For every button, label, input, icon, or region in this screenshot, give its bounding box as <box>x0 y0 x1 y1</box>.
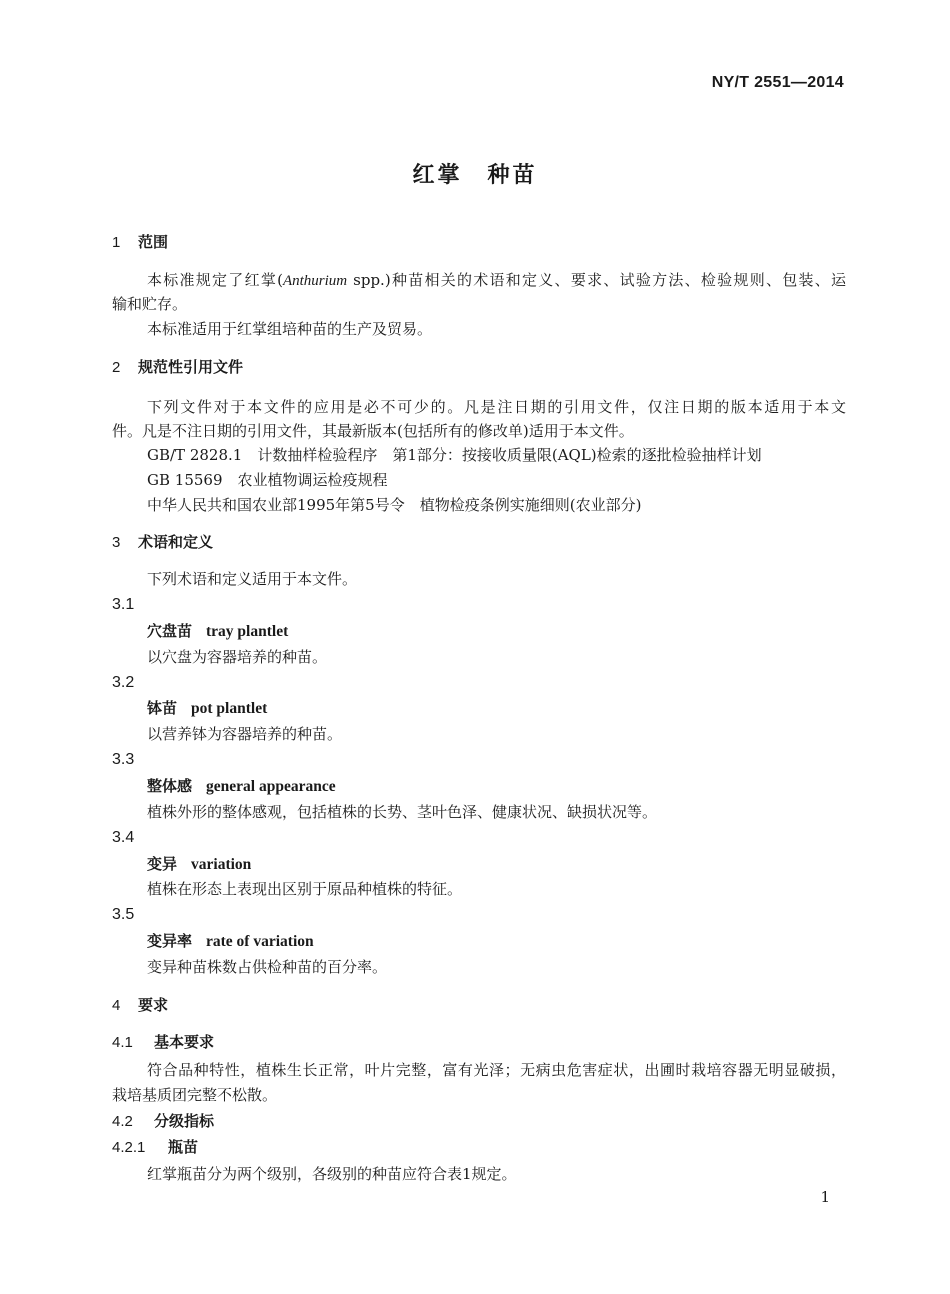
section-number: 4.2 <box>112 1113 133 1130</box>
reference-item: GB/T 2828.1 计数抽样检验程序 第1部分：按接收质量限(AQL)检索的逐批检验抽样计划 <box>147 446 762 464</box>
section-1-heading <box>112 232 846 253</box>
term-definition: 植株外形的整体感观，包括植株的长势、茎叶色泽、健康状况、缺损状况等。 <box>147 803 658 821</box>
paragraph-continuation: 件。凡是不注日期的引用文件，其最新版本(包括所有的修改单)适用于本文件。 <box>112 422 634 440</box>
italic-genus: Anthurium <box>282 273 348 289</box>
term-zh: 钵苗 <box>147 699 178 717</box>
term-heading <box>147 854 846 875</box>
section-number: 3 <box>112 534 121 551</box>
section-title: 术语和定义 <box>138 533 214 551</box>
term-definition: 以营养钵为容器培养的种苗。 <box>147 725 343 743</box>
section-title: 规范性引用文件 <box>138 358 244 376</box>
paragraph <box>147 270 846 291</box>
text-run: spp.)种苗相关的术语和定义、要求、试验方法、检验规则、包装、运 <box>347 271 846 289</box>
reference-item: GB 15569 农业植物调运检疫规程 <box>147 471 388 489</box>
section-number: 2 <box>112 359 121 376</box>
paragraph: 下列术语和定义适用于本文件。 <box>147 570 358 588</box>
paragraph: 红掌瓶苗分为两个级别，各级别的种苗应符合表1规定。 <box>147 1165 517 1183</box>
term-number: 3.3 <box>112 751 135 768</box>
section-4-heading <box>112 995 846 1016</box>
section-title: 基本要求 <box>154 1033 215 1051</box>
term-heading <box>147 776 846 797</box>
page-number: 1 <box>820 1188 830 1206</box>
section-2-heading <box>112 357 846 378</box>
section-title: 范围 <box>138 233 169 251</box>
text-run: 本标准规定了红掌( <box>147 271 283 289</box>
paragraph: 本标准适用于红掌组培种苗的生产及贸易。 <box>147 320 433 338</box>
section-number: 4.1 <box>112 1034 133 1051</box>
standard-number: NY/T 2551—2014 <box>711 74 844 91</box>
term-en: rate of variation <box>206 933 314 950</box>
paragraph-continuation: 栽培基质团完整不松散。 <box>112 1086 278 1104</box>
term-heading <box>147 621 846 642</box>
reference-item: 中华人民共和国农业部1995年第5号令 植物检疫条例实施细则(农业部分) <box>147 496 642 514</box>
paragraph-continuation: 输和贮存。 <box>112 295 188 313</box>
term-zh: 变异 <box>147 855 178 873</box>
section-title: 分级指标 <box>154 1112 215 1130</box>
document-title: 红掌 种苗 <box>412 163 538 188</box>
term-en: pot plantlet <box>191 700 268 717</box>
term-zh: 穴盘苗 <box>147 622 193 640</box>
section-number: 1 <box>112 234 121 251</box>
term-number: 3.2 <box>112 674 135 691</box>
term-en: variation <box>191 856 252 873</box>
term-number: 3.1 <box>112 596 135 613</box>
term-en: general appearance <box>206 778 336 795</box>
term-definition: 变异种苗株数占供检种苗的百分率。 <box>147 958 388 976</box>
term-definition: 植株在形态上表现出区别于原品种植株的特征。 <box>147 880 463 898</box>
section-number: 4.2.1 <box>112 1139 146 1156</box>
subsection-4-2-1-heading <box>112 1137 846 1158</box>
subsection-4-1-heading <box>112 1032 846 1053</box>
term-en: tray plantlet <box>206 623 289 640</box>
section-title: 要求 <box>138 996 169 1014</box>
section-number: 4 <box>112 997 121 1014</box>
term-heading <box>147 931 846 952</box>
term-zh: 整体感 <box>147 777 193 795</box>
subsection-4-2-heading <box>112 1111 846 1132</box>
term-number: 3.4 <box>112 829 135 846</box>
term-zh: 变异率 <box>147 932 193 950</box>
term-definition: 以穴盘为容器培养的种苗。 <box>147 648 328 666</box>
term-number: 3.5 <box>112 906 135 923</box>
section-3-heading <box>112 532 846 553</box>
section-title: 瓶苗 <box>168 1138 199 1156</box>
paragraph: 下列文件对于本文件的应用是必不可少的。凡是注日期的引用文件，仅注日期的版本适用于本文 <box>147 398 846 416</box>
term-heading <box>147 698 846 719</box>
paragraph: 符合品种特性，植株生长正常，叶片完整，富有光泽；无病虫危害症状，出圃时栽培容器无明显破损， <box>147 1061 846 1079</box>
